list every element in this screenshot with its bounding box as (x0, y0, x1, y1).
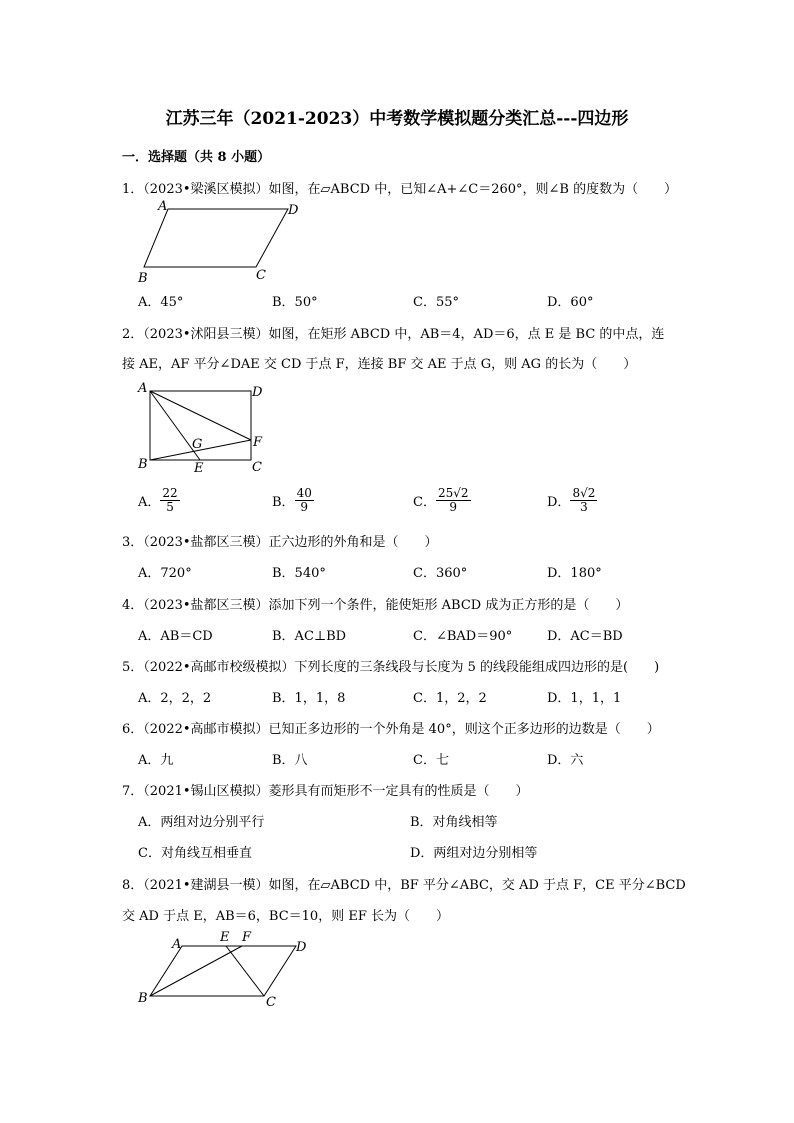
figure-1-label-a: A (158, 199, 168, 214)
option-a[interactable]: A．720° (138, 566, 192, 581)
question-1-options (138, 291, 698, 315)
question-6-stem: 6．（2022•高邮市模拟）已知正多边形的一个外角是 40°，则这个正多边形的边数是（ ） (122, 722, 660, 737)
option-b[interactable]: B．50° (272, 295, 318, 310)
option-d-fraction (570, 487, 597, 514)
option-c[interactable]: C．1，2，2 (413, 691, 487, 706)
question-8-stem-line1: 8．（2021•建湖县一模）如图，在▱ABCD 中，BF 平分∠ABC，交 AD 于点 F，CE 平分∠BCD (122, 878, 686, 893)
question-5-stem: 5．（2022•高邮市校级模拟）下列长度的三条线段与长度为 5 的线段能组成四边形的是( ) (122, 660, 660, 675)
option-b[interactable]: B．对角线相等 (410, 815, 498, 830)
option-a[interactable]: A．AB＝CD (138, 629, 213, 644)
option-c[interactable]: C．360° (413, 566, 468, 581)
figure-2-label-g: G (192, 437, 203, 452)
figure-1-label-d: D (288, 203, 299, 218)
option-c-fraction (436, 487, 471, 514)
option-d[interactable] (547, 487, 597, 514)
figure-2-label-a: A (138, 381, 148, 396)
figure-2-rectangle (136, 380, 276, 474)
figure-1-label-c: C (256, 268, 266, 283)
question-5-options (138, 687, 698, 711)
option-a-letter: A． (138, 495, 161, 510)
figure-8-label-f: F (242, 930, 252, 945)
figure-2-label-d: D (252, 385, 263, 400)
option-c-numerator: 25√2 (437, 486, 469, 500)
question-7-options-row2 (138, 842, 698, 866)
question-2-stem-line2: 接 AE，AF 平分∠DAE 交 CD 于点 F，连接 BF 交 AE 于点 G，则 AG 的长为（ ） (122, 357, 637, 372)
option-c[interactable]: C．七 (413, 753, 449, 768)
figure-8-label-c: C (266, 995, 276, 1010)
figure-2-label-c: C (252, 460, 262, 475)
option-c[interactable]: C．∠BAD＝90° (413, 629, 513, 644)
figure-1-parallelogram (136, 198, 306, 284)
option-b[interactable]: B．AC⊥BD (272, 629, 347, 644)
option-d-numerator: 8√2 (572, 486, 596, 500)
section-heading: 一．选择题（共 8 小题） (122, 150, 271, 165)
option-b-denominator: 9 (300, 500, 309, 514)
option-c-letter: C． (413, 495, 436, 510)
figure-8-parallelogram (136, 928, 316, 1010)
option-d[interactable]: D．180° (547, 566, 602, 581)
question-4-stem: 4．（2023•盐都区三模）添加下列一个条件，能使矩形 ABCD 成为正方形的是（ ） (122, 598, 629, 613)
question-3-options (138, 562, 698, 586)
question-3-stem: 3．（2023•盐都区三模）正六边形的外角和是（ ） (122, 535, 438, 550)
option-a-fraction (160, 487, 179, 514)
option-a[interactable]: A．两组对边分别平行 (138, 815, 265, 830)
figure-8-label-a: A (172, 937, 182, 952)
figure-8-label-b: B (138, 991, 148, 1006)
question-7-options-row1 (138, 811, 698, 835)
option-d[interactable]: D．60° (547, 295, 594, 310)
option-b-numerator: 40 (296, 486, 312, 500)
figure-2-label-b: B (138, 457, 148, 472)
question-2-stem-line1: 2．（2023•沭阳县三模）如图，在矩形 ABCD 中，AB＝4，AD＝6，点 E 是 BC 的中点，连 (122, 327, 665, 342)
option-b-letter: B． (272, 495, 295, 510)
option-c[interactable] (413, 487, 471, 514)
option-d-denominator: 3 (580, 500, 588, 514)
option-b[interactable]: B．1，1，8 (272, 691, 346, 706)
option-b[interactable]: B．八 (272, 753, 308, 768)
option-b[interactable] (272, 487, 314, 514)
question-1-stem: 1．（2023•梁溪区模拟）如图，在▱ABCD 中，已知∠A+∠C＝260°，则∠B 的度数为（ ） (122, 182, 678, 197)
figure-8-label-e: E (220, 930, 230, 945)
option-c[interactable]: C．对角线互相垂直 (138, 846, 252, 861)
option-d[interactable]: D．两组对边分别相等 (410, 846, 538, 861)
option-d[interactable]: D．六 (547, 753, 584, 768)
figure-8-label-d: D (296, 940, 307, 955)
option-a-denominator: 5 (166, 500, 174, 514)
question-7-stem: 7．（2021•锡山区模拟）菱形具有而矩形不一定具有的性质是（ ） (122, 784, 529, 799)
figure-2-label-e: E (194, 461, 204, 476)
option-d[interactable]: D．1，1，1 (547, 691, 622, 706)
option-a[interactable]: A．45° (138, 295, 184, 310)
question-2-options (138, 487, 698, 521)
question-8-stem-line2: 交 AD 于点 E，AB＝6，BC＝10，则 EF 长为（ ） (122, 909, 449, 924)
question-6-options (138, 749, 698, 773)
figure-2-label-f: F (253, 435, 263, 450)
figure-1-label-b: B (138, 271, 148, 286)
option-d-letter: D． (547, 495, 571, 510)
option-c-denominator: 9 (449, 500, 458, 514)
page-title: 江苏三年（2021-2023）中考数学模拟题分类汇总---四边形 (165, 109, 629, 129)
option-a[interactable]: A．2，2，2 (138, 691, 212, 706)
option-b-fraction (295, 487, 314, 514)
option-d[interactable]: D．AC＝BD (547, 629, 623, 644)
option-a[interactable] (138, 487, 180, 514)
option-c[interactable]: C．55° (413, 295, 459, 310)
question-4-options (138, 625, 698, 649)
option-b[interactable]: B．540° (272, 566, 326, 581)
option-a[interactable]: A．九 (138, 753, 174, 768)
option-a-numerator: 22 (162, 486, 178, 500)
